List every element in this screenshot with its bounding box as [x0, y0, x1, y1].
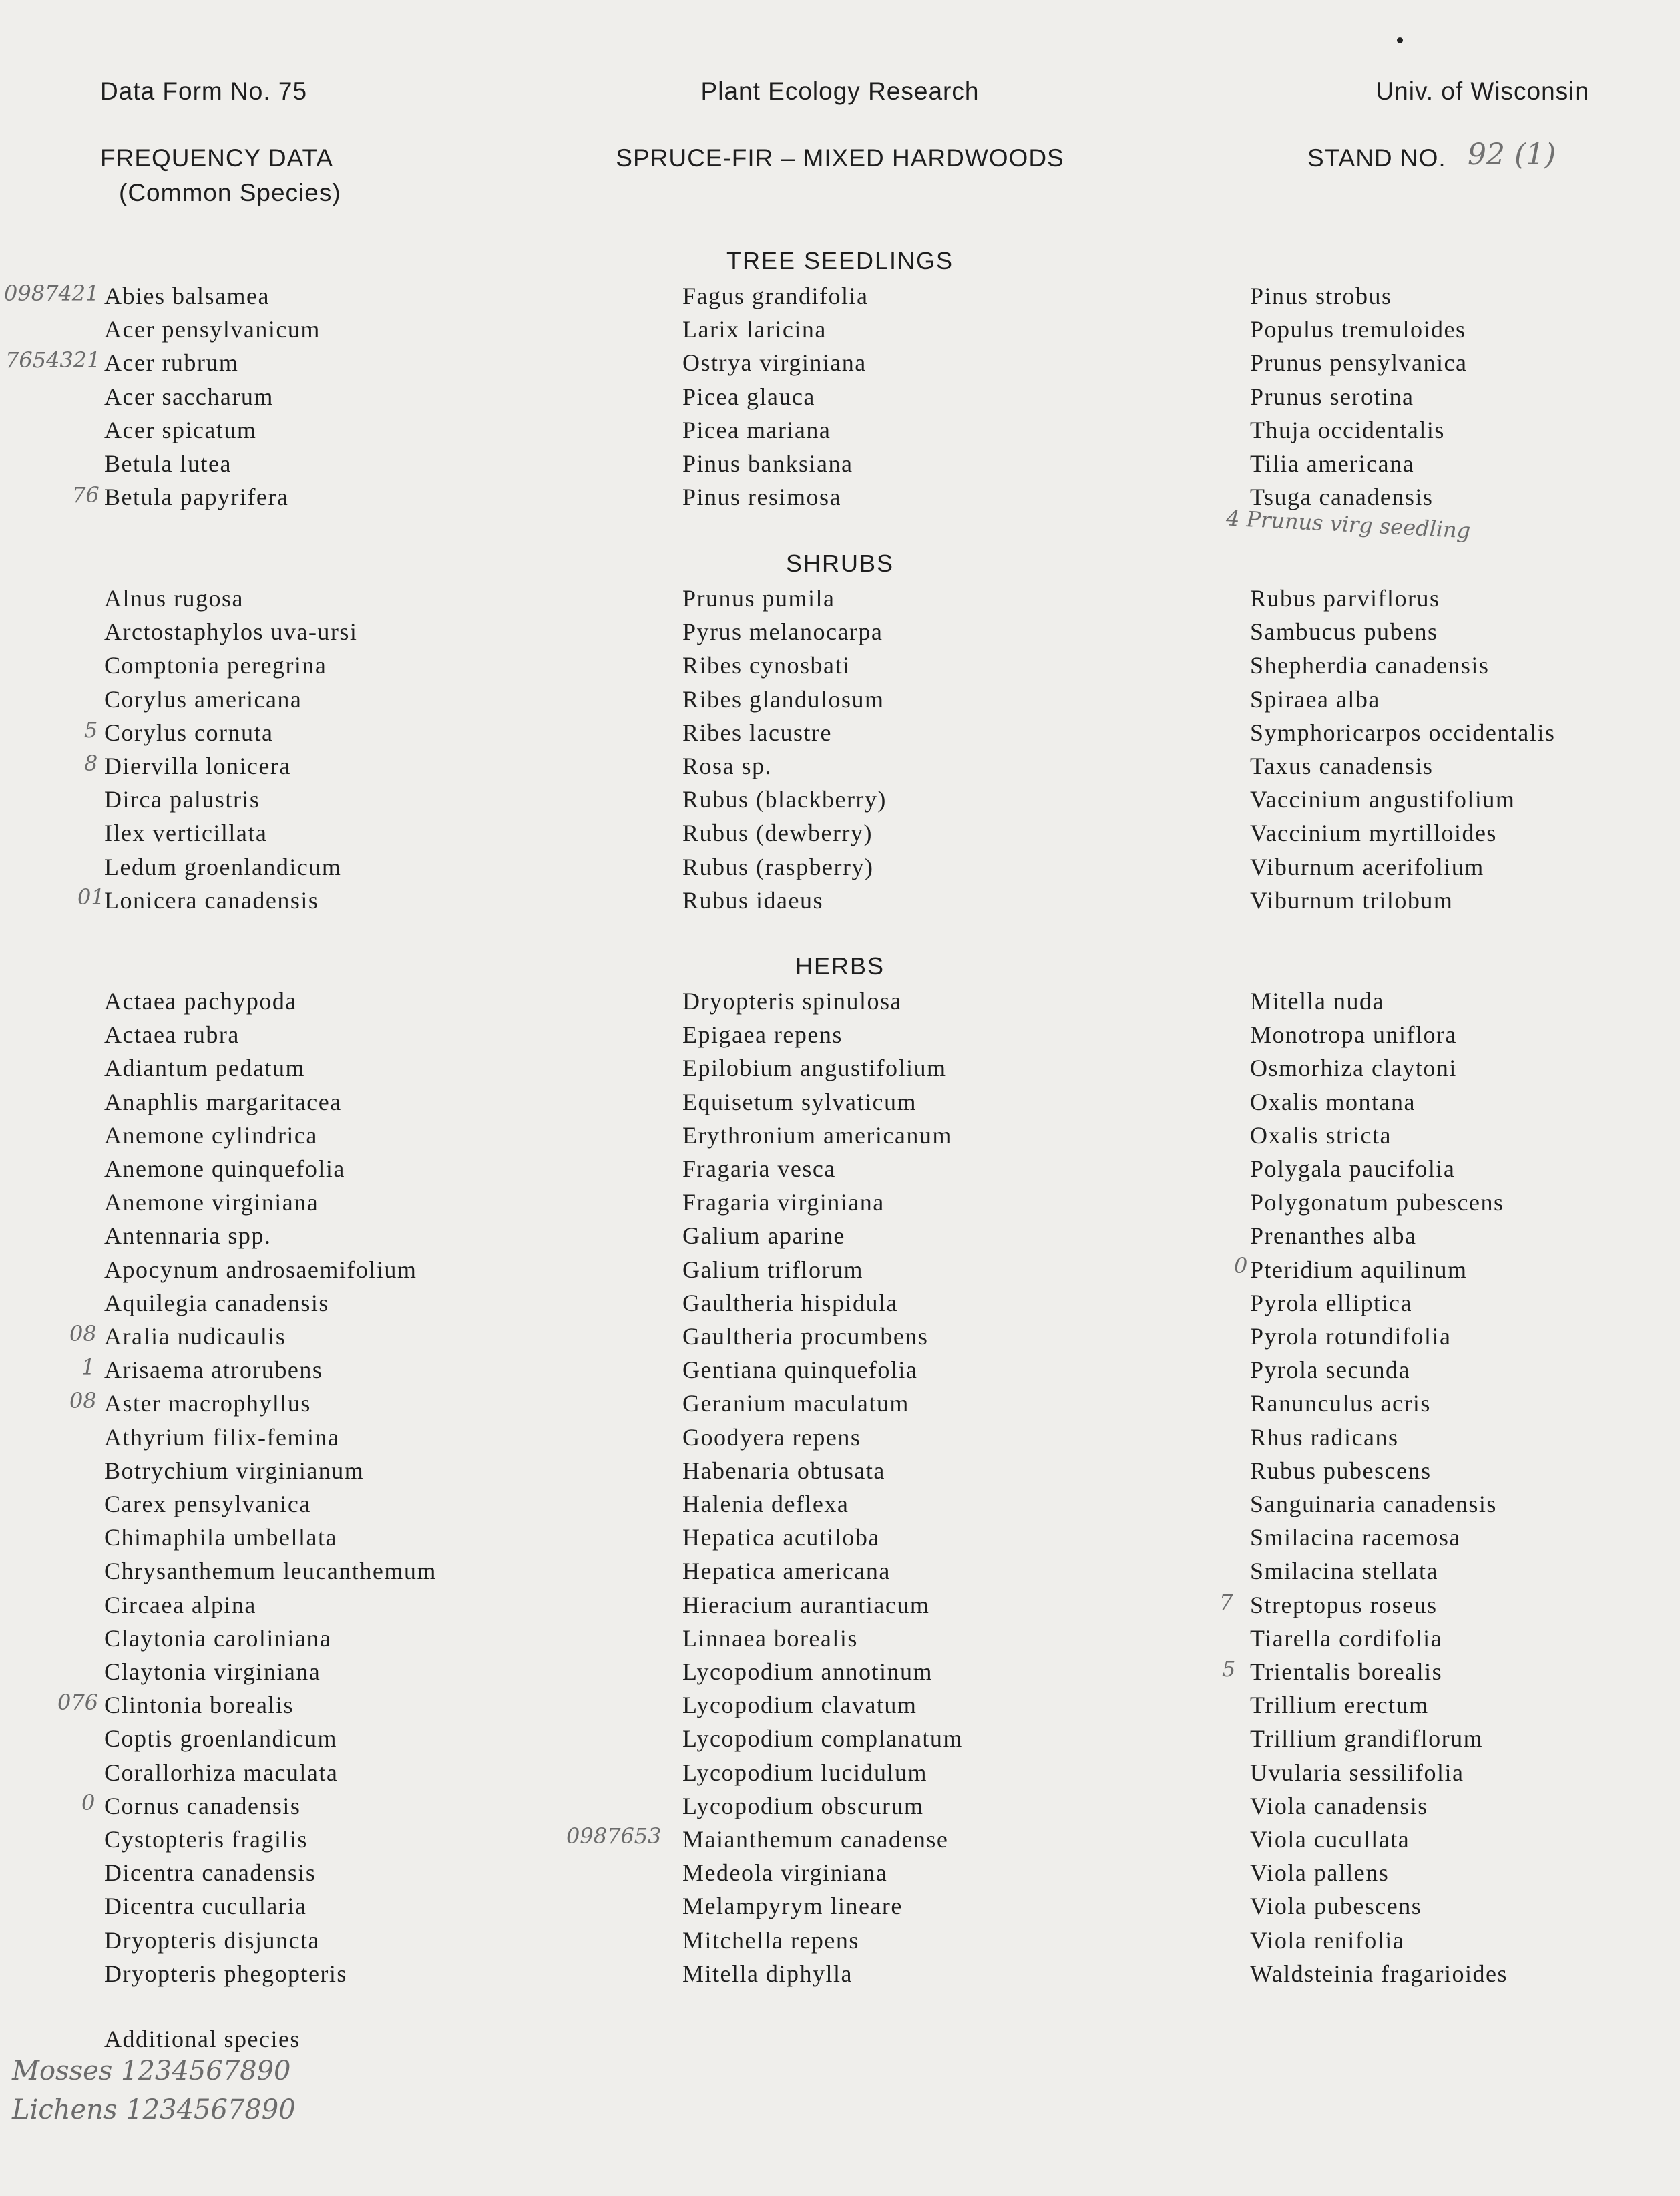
handwritten-note-prunus-seedling: 4 Prunus virg seedling [1225, 505, 1472, 544]
species-item: Linnaea borealis [682, 1624, 858, 1652]
species-item: Aralia nudicaulis [104, 1323, 286, 1350]
species-item: Vaccinium angustifolium [1250, 786, 1516, 813]
species-item: Larix laricina [682, 316, 827, 343]
species-item: Chimaphila umbellata [104, 1524, 337, 1551]
species-item: Pinus resimosa [682, 484, 842, 511]
form-number: Data Form No. 75 [100, 77, 308, 105]
species-item: Geranium maculatum [682, 1390, 909, 1417]
handwritten-note-cornus: 0 [81, 1790, 95, 1815]
species-item: Halenia deflexa [682, 1491, 849, 1518]
species-item: Prunus serotina [1250, 383, 1414, 410]
species-item: Ribes cynosbati [682, 652, 851, 679]
species-item: Lycopodium complanatum [682, 1725, 963, 1753]
species-item: Mitchella repens [682, 1926, 859, 1954]
handwritten-note-aster: 08 [69, 1388, 97, 1413]
species-item: Pinus banksiana [682, 450, 853, 478]
species-item: Trillium erectum [1250, 1692, 1429, 1719]
species-item: Mitella nuda [1250, 988, 1384, 1015]
species-item: Epilobium angustifolium [682, 1055, 947, 1082]
species-item: Acer pensylvanicum [104, 316, 321, 343]
section-title-shrubs: SHRUBS [785, 550, 895, 577]
handwritten-note-clintonia: 076 [57, 1690, 99, 1715]
species-item: Fragaria virginiana [682, 1189, 885, 1216]
species-item: Tsuga canadensis [1250, 484, 1434, 511]
handwritten-note-streptopus: 7 [1219, 1590, 1233, 1615]
species-item: Spiraea alba [1250, 685, 1380, 713]
species-item: Oxalis stricta [1250, 1121, 1392, 1149]
species-item: Lycopodium annotinum [682, 1658, 933, 1686]
species-item: Rhus radicans [1250, 1423, 1399, 1451]
species-item: Anemone cylindrica [104, 1121, 318, 1149]
handwritten-note-trientalis: 5 [1222, 1656, 1236, 1682]
species-item: Prenanthes alba [1250, 1222, 1417, 1250]
species-item: Dryopteris disjuncta [104, 1926, 320, 1954]
species-item: Melampyrym lineare [682, 1893, 903, 1920]
species-item: Polygala paucifolia [1250, 1155, 1456, 1183]
handwritten-note-maianthemum: 0987653 [566, 1823, 662, 1849]
species-item: Viola cucullata [1250, 1826, 1410, 1853]
species-item: Vaccinium myrtilloides [1250, 819, 1497, 847]
species-item: Viola renifolia [1250, 1926, 1405, 1954]
species-item: Arisaema atrorubens [104, 1356, 323, 1384]
species-item: Circaea alpina [104, 1591, 256, 1618]
species-item: Rubus (dewberry) [682, 819, 873, 847]
handwritten-note-lonicera: 01 [77, 884, 105, 910]
species-item: Alnus rugosa [104, 585, 244, 612]
species-item: Trientalis borealis [1250, 1658, 1443, 1686]
species-item: Smilacina racemosa [1250, 1524, 1461, 1551]
species-item: Botrychium virginianum [104, 1457, 365, 1484]
species-item: Equisetum sylvaticum [682, 1088, 917, 1115]
handwritten-note-aralia: 08 [69, 1321, 97, 1346]
species-item: Pyrola elliptica [1250, 1289, 1412, 1316]
species-item: Tiarella cordifolia [1250, 1624, 1443, 1652]
species-item: Comptonia peregrina [104, 652, 327, 679]
species-item: Osmorhiza claytoni [1250, 1055, 1457, 1082]
university: Univ. of Wisconsin [1376, 77, 1589, 105]
species-item: Habenaria obtusata [682, 1457, 885, 1484]
handwritten-note-diervilla: 8 [84, 751, 98, 776]
species-item: Gaultheria procumbens [682, 1323, 929, 1350]
species-item: Maianthemum canadense [682, 1826, 949, 1853]
species-item: Ribes lacustre [682, 719, 832, 746]
species-item: Anemone quinquefolia [104, 1155, 345, 1183]
species-item: Aster macrophyllus [104, 1390, 311, 1417]
ink-dot [1397, 37, 1403, 43]
species-item: Rubus (raspberry) [682, 853, 874, 880]
handwritten-note-arisaema: 1 [81, 1354, 95, 1380]
species-item: Rubus parviflorus [1250, 585, 1440, 612]
species-item: Populus tremuloides [1250, 316, 1466, 343]
species-item: Sanguinaria canadensis [1250, 1491, 1497, 1518]
species-item: Anemone virginiana [104, 1189, 319, 1216]
species-item: Claytonia virginiana [104, 1658, 321, 1686]
species-item: Claytonia caroliniana [104, 1624, 332, 1652]
species-item: Rosa sp. [682, 753, 773, 780]
tree-seedlings-col-1 [104, 279, 321, 514]
species-item: Rubus pubescens [1250, 1457, 1432, 1484]
community-title: SPRUCE-FIR – MIXED HARDWOODS [616, 144, 1064, 172]
species-item: Prunus pensylvanica [1250, 349, 1468, 377]
species-item: Fagus grandifolia [682, 283, 869, 309]
species-item: Gentiana quinquefolia [682, 1356, 918, 1384]
species-item: Lycopodium obscurum [682, 1792, 924, 1819]
species-item: Viola canadensis [1250, 1792, 1428, 1819]
species-item: Arctostaphylos uva-ursi [104, 618, 358, 646]
species-item: Viburnum trilobum [1250, 886, 1454, 914]
species-item: Sambucus pubens [1250, 618, 1438, 646]
species-item: Abies balsamea [104, 283, 270, 309]
species-item: Acer saccharum [104, 383, 274, 410]
species-item: Chrysanthemum leucanthemum [104, 1558, 437, 1585]
tree-seedlings-col-3 [1250, 279, 1467, 514]
stand-number-handwritten: 92 (1) [1468, 138, 1556, 172]
handwritten-note-abies: 0987421 [4, 281, 99, 306]
species-item: Pyrus melanocarpa [682, 618, 883, 646]
data-subtype: (Common Species) [119, 179, 341, 206]
species-item: Antennaria spp. [104, 1222, 272, 1250]
species-item: Mitella diphylla [682, 1960, 853, 1987]
species-item: Erythronium americanum [682, 1121, 952, 1149]
species-item: Monotropa uniflora [1250, 1021, 1457, 1049]
species-item: Cystopteris fragilis [104, 1826, 308, 1853]
species-item: Rubus idaeus [682, 886, 823, 914]
species-item: Pteridium aquilinum [1250, 1256, 1468, 1283]
section-title-tree-seedlings: TREE SEEDLINGS [726, 247, 954, 274]
handwritten-note-mosses: Mosses 1234567890 [12, 2056, 291, 2086]
tree-seedlings-col-2 [682, 279, 868, 514]
species-item: Pyrola secunda [1250, 1356, 1410, 1384]
species-item: Uvularia sessilifolia [1250, 1759, 1464, 1786]
handwritten-note-corylus: 5 [84, 717, 98, 743]
shrubs-col-3 [1250, 582, 1555, 917]
species-item: Picea mariana [682, 416, 831, 443]
species-item: Betula lutea [104, 450, 232, 478]
species-item: Ilex verticillata [104, 819, 268, 847]
species-item: Hepatica acutiloba [682, 1524, 880, 1551]
species-item: Gaultheria hispidula [682, 1289, 898, 1316]
species-item: Viola pubescens [1250, 1893, 1422, 1920]
species-item: Dicentra canadensis [104, 1859, 317, 1887]
species-item: Trillium grandiflorum [1250, 1725, 1484, 1753]
species-item: Ostrya virginiana [682, 349, 867, 377]
species-item: Tilia americana [1250, 450, 1415, 478]
species-item: Streptopus roseus [1250, 1591, 1438, 1618]
species-item: Viburnum acerifolium [1250, 853, 1484, 880]
species-item: Diervilla lonicera [104, 753, 291, 780]
species-item: Goodyera repens [682, 1423, 861, 1451]
species-item: Ledum groenlandicum [104, 853, 342, 880]
species-item: Athyrium filix-femina [104, 1423, 340, 1451]
species-item: Picea glauca [682, 383, 815, 410]
species-item: Coptis groenlandicum [104, 1725, 337, 1753]
species-item: Galium triflorum [682, 1256, 863, 1283]
species-item: Dicentra cucullaria [104, 1893, 307, 1920]
species-item: Anaphlis margaritacea [104, 1088, 342, 1115]
species-item: Pyrola rotundifolia [1250, 1323, 1452, 1350]
species-item: Dryopteris spinulosa [682, 988, 902, 1015]
species-item: Actaea rubra [104, 1021, 240, 1049]
species-item: Medeola virginiana [682, 1859, 888, 1887]
handwritten-note-acer-rubrum: 7654321 [5, 347, 101, 373]
additional-species-label: Additional species [104, 2026, 300, 2052]
species-item: Rubus (blackberry) [682, 786, 887, 813]
species-item: Corylus americana [104, 685, 302, 713]
herbs-col-1 [104, 984, 437, 1990]
species-item: Ribes glandulosum [682, 685, 885, 713]
species-item: Polygonatum pubescens [1250, 1189, 1504, 1216]
species-item: Waldsteinia fragarioides [1250, 1960, 1508, 1987]
species-item: Taxus canadensis [1250, 753, 1434, 780]
species-item: Oxalis montana [1250, 1088, 1416, 1115]
species-item: Clintonia borealis [104, 1692, 294, 1719]
handwritten-note-pteridium: 0 [1234, 1253, 1248, 1278]
species-item: Lonicera canadensis [104, 886, 319, 914]
species-item: Pinus strobus [1250, 283, 1392, 309]
species-item: Epigaea repens [682, 1021, 843, 1049]
data-type-title: FREQUENCY DATA [100, 144, 334, 172]
species-item: Adiantum pedatum [104, 1055, 305, 1082]
section-title-herbs: HERBS [795, 952, 885, 980]
species-item: Galium aparine [682, 1222, 845, 1250]
species-item: Ranunculus acris [1250, 1390, 1431, 1417]
species-item: Aquilegia canadensis [104, 1289, 329, 1316]
species-item: Cornus canadensis [104, 1792, 301, 1819]
species-item: Fragaria vesca [682, 1155, 836, 1183]
species-item: Acer rubrum [104, 349, 239, 377]
species-item: Carex pensylvanica [104, 1491, 311, 1518]
herbs-col-3 [1250, 984, 1508, 1990]
species-item: Lycopodium lucidulum [682, 1759, 927, 1786]
handwritten-note-lichens: Lichens 1234567890 [12, 2094, 296, 2125]
species-item: Betula papyrifera [104, 484, 289, 511]
species-item: Smilacina stellata [1250, 1558, 1438, 1585]
herbs-col-2 [682, 984, 963, 1990]
species-item: Lycopodium clavatum [682, 1692, 917, 1719]
program-title: Plant Ecology Research [700, 77, 980, 105]
species-item: Corylus cornuta [104, 719, 274, 746]
species-item: Hepatica americana [682, 1558, 891, 1585]
species-item: Dirca palustris [104, 786, 260, 813]
species-item: Actaea pachypoda [104, 988, 297, 1015]
species-item: Viola pallens [1250, 1859, 1390, 1887]
shrubs-col-2 [682, 582, 887, 917]
species-item: Acer spicatum [104, 416, 257, 443]
species-item: Prunus pumila [682, 585, 835, 612]
species-item: Apocynum androsaemifolium [104, 1256, 417, 1283]
species-item: Hieracium aurantiacum [682, 1591, 930, 1618]
species-item: Thuja occidentalis [1250, 416, 1445, 443]
handwritten-note-betula: 76 [72, 482, 99, 508]
shrubs-col-1 [104, 582, 357, 917]
stand-label: STAND NO. [1307, 144, 1446, 172]
species-item: Corallorhiza maculata [104, 1759, 339, 1786]
species-item: Symphoricarpos occidentalis [1250, 719, 1556, 746]
species-item: Dryopteris phegopteris [104, 1960, 347, 1987]
species-item: Shepherdia canadensis [1250, 652, 1490, 679]
